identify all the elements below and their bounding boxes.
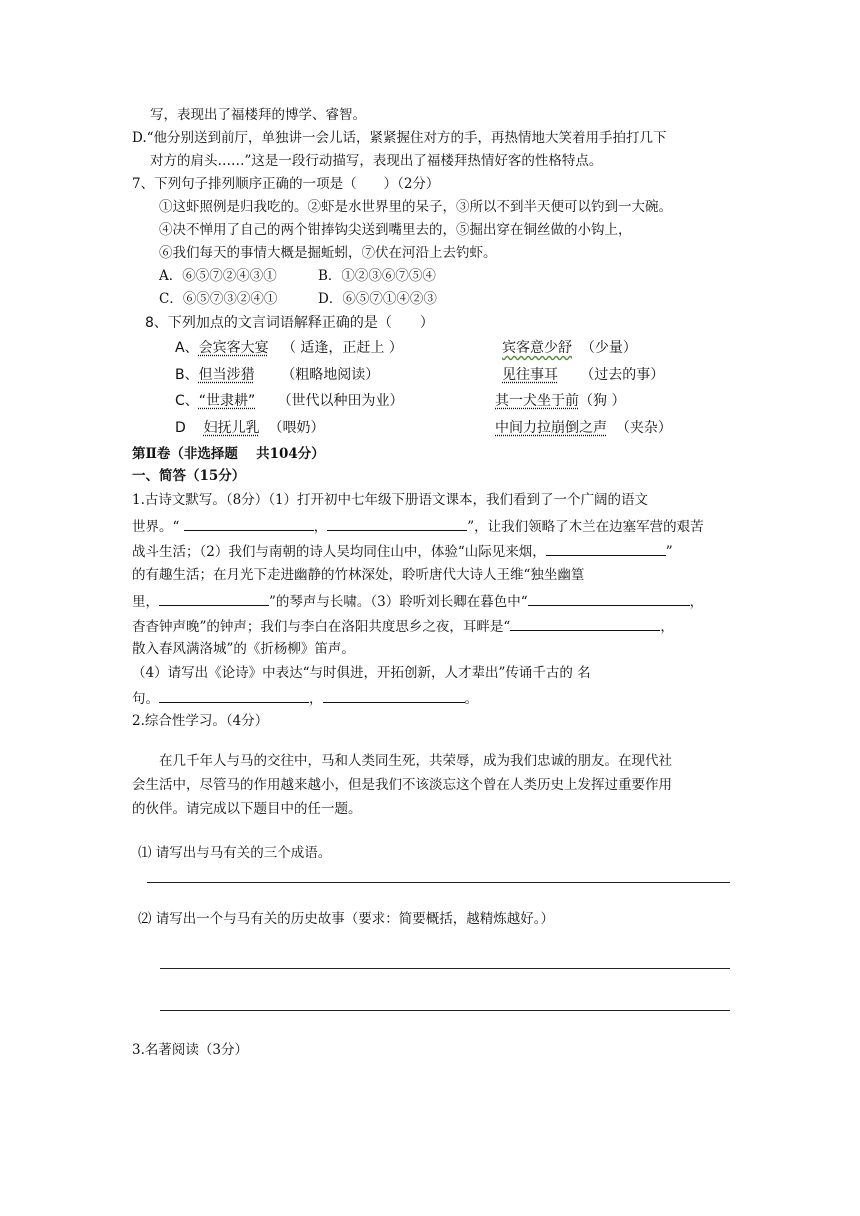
q8-row-c-right: [495, 392, 625, 410]
q1-line: [132, 541, 673, 561]
text: 世界。“: [132, 519, 180, 535]
q1-line: 1.古诗文默写。（8分）（1）打开初中七年级下册语文课本，我们看到了一个广阔的语文: [132, 492, 649, 508]
q1-line: [132, 616, 674, 636]
text: 杳杳钟声晚”的钟声；我们与李白在洛阳共度思乡之夜，耳畔是“: [132, 619, 511, 635]
q8-row-a-left: [175, 339, 403, 357]
q8-row-b-left: [175, 366, 379, 384]
q8-row-c-left: [175, 392, 404, 410]
word-gloss: （粗略地阅读）: [281, 367, 380, 383]
word-gloss: （狗 ）: [579, 393, 626, 409]
q7-option-d: D．⑥⑤⑦①④②③: [318, 291, 437, 307]
q7-option-a: A．⑥⑤⑦②④③①: [159, 268, 277, 284]
classical-word: “世隶耕”: [198, 393, 256, 409]
q7-sentence: ①这虾照例是归我吃的。②虾是水世界里的呆子，③所以不到半天便可以钓到一大碗。: [159, 199, 672, 215]
answer-blank[interactable]: [546, 541, 666, 556]
word-gloss: （过去的事）: [580, 367, 665, 383]
q7-option-b: B．①②③⑥⑦⑤④: [318, 268, 436, 284]
q8-row-d-left: [175, 419, 325, 437]
text: 战斗生活；（2）我们与南朝的诗人吴均同住山中，体验“山际见来烟，: [132, 544, 546, 560]
classical-word: 其一犬坐于前: [495, 393, 579, 409]
q2-subquestion-2: ⑵ 请写出一个与马有关的历史故事（要求：简要概括，越精炼越好。）: [138, 911, 555, 927]
q1-line: （4）请写出《论诗》中表达“与时俱进，开拓创新，人才辈出”传诵千古的 名: [132, 665, 591, 681]
q1-line: 散入春风满洛城”的《折杨柳》笛声。: [132, 641, 355, 657]
classical-word: 宾客意少舒: [502, 340, 572, 356]
text: ”的琴声与长啸。（3）聆听刘长卿在暮色中“: [269, 594, 528, 610]
answer-blank[interactable]: [528, 591, 690, 606]
q7-sentence: ⑥我们每天的事情大概是掘蚯蚓，⑦伏在河沿上去钓虾。: [159, 245, 497, 261]
q6-line: 写，表现出了福楼拜的博学、睿智。: [150, 107, 366, 123]
option-label: C、: [175, 393, 199, 409]
q8-stem: 8、下列加点的文言词语解释正确的是（ ）: [145, 315, 434, 331]
q8-row-a-right: [502, 339, 637, 357]
q6-option-d-cont: 对方的肩头……”这是一段行动描写，表现出了福楼拜热情好客的性格特点。: [150, 153, 603, 169]
word-gloss: （喂奶）: [268, 420, 325, 436]
q1-line: [132, 516, 704, 536]
q8-row-b-right: [502, 366, 664, 384]
answer-blank[interactable]: [159, 688, 309, 703]
text: 句。: [132, 691, 159, 707]
text: 里，: [132, 594, 159, 610]
q8-row-d-right: [495, 419, 672, 437]
text: ”: [665, 544, 673, 560]
q6-option-d: D.“他分别送到前厅，单独讲一会儿话，紧紧握住对方的手，再热情地大笑着用手拍打几下: [132, 130, 667, 146]
text: 。: [464, 691, 478, 707]
answer-line[interactable]: [160, 1010, 730, 1011]
word-gloss: （少量）: [580, 340, 637, 356]
classical-word: 中间力拉崩倒之声: [495, 420, 607, 436]
answer-blank[interactable]: [510, 616, 660, 631]
classical-word: 见往事耳: [502, 367, 558, 383]
answer-blank[interactable]: [159, 591, 269, 606]
q7-option-c: C．⑥⑤⑦③②④①: [159, 291, 278, 307]
q1-line: 的有趣生活；在月光下走进幽静的竹林深处，聆听唐代大诗人王维“独坐幽篁: [132, 567, 585, 583]
part-title: 第Ⅱ卷（非选择题 共104分）: [132, 446, 325, 462]
option-label: D: [175, 420, 186, 436]
q2-subquestion-1: ⑴ 请写出与马有关的三个成语。: [138, 845, 332, 861]
answer-blank[interactable]: [327, 516, 467, 531]
classical-word: 妇抚儿乳: [203, 420, 260, 436]
text: ”，让我们领略了木兰在边塞军营的艰苦: [467, 519, 704, 535]
word-gloss: （ 适逢，正赶上 ）: [281, 340, 403, 356]
text: ，: [660, 619, 674, 635]
option-label: B、: [175, 367, 199, 383]
q7-stem: 7、下列句子排列顺序正确的一项是（ ）（2分）: [132, 176, 440, 192]
section-title: 一、简答（15分）: [132, 468, 246, 484]
classical-word: 会宾客大宴: [198, 340, 269, 356]
text: ，: [313, 519, 328, 535]
q2-paragraph: 在几千年人与马的交往中，马和人类同生死，共荣辱，成为我们忠诚的朋友。在现代社: [159, 753, 672, 769]
answer-blank[interactable]: [323, 688, 465, 703]
q2-paragraph: 会生活中，尽管马的作用越来越小，但是我们不该淡忘这个曾在人类历史上发挥过重要作用: [132, 777, 672, 793]
q7-sentence: ④决不惮用了自己的两个钳捧钩尖送到嘴里去的，⑤掘出穿在铜丝做的小钩上，: [159, 222, 632, 238]
q2-title: 2.综合性学习。（4分）: [132, 713, 269, 729]
q1-line: [132, 591, 703, 611]
answer-line[interactable]: [147, 882, 730, 883]
word-gloss: （夹杂）: [615, 420, 672, 436]
q3-title: 3.名著阅读（3分）: [132, 1042, 248, 1058]
text: ，: [309, 691, 323, 707]
answer-line[interactable]: [160, 968, 730, 969]
classical-word: 但当涉猎: [198, 367, 255, 383]
option-label: A、: [175, 340, 199, 356]
q2-paragraph: 的伙伴。请完成以下题目中的任一题。: [132, 801, 362, 817]
text: ，: [689, 594, 704, 610]
answer-blank[interactable]: [184, 516, 314, 531]
word-gloss: （世代以种田为业）: [277, 393, 404, 409]
q1-line: [132, 688, 478, 708]
